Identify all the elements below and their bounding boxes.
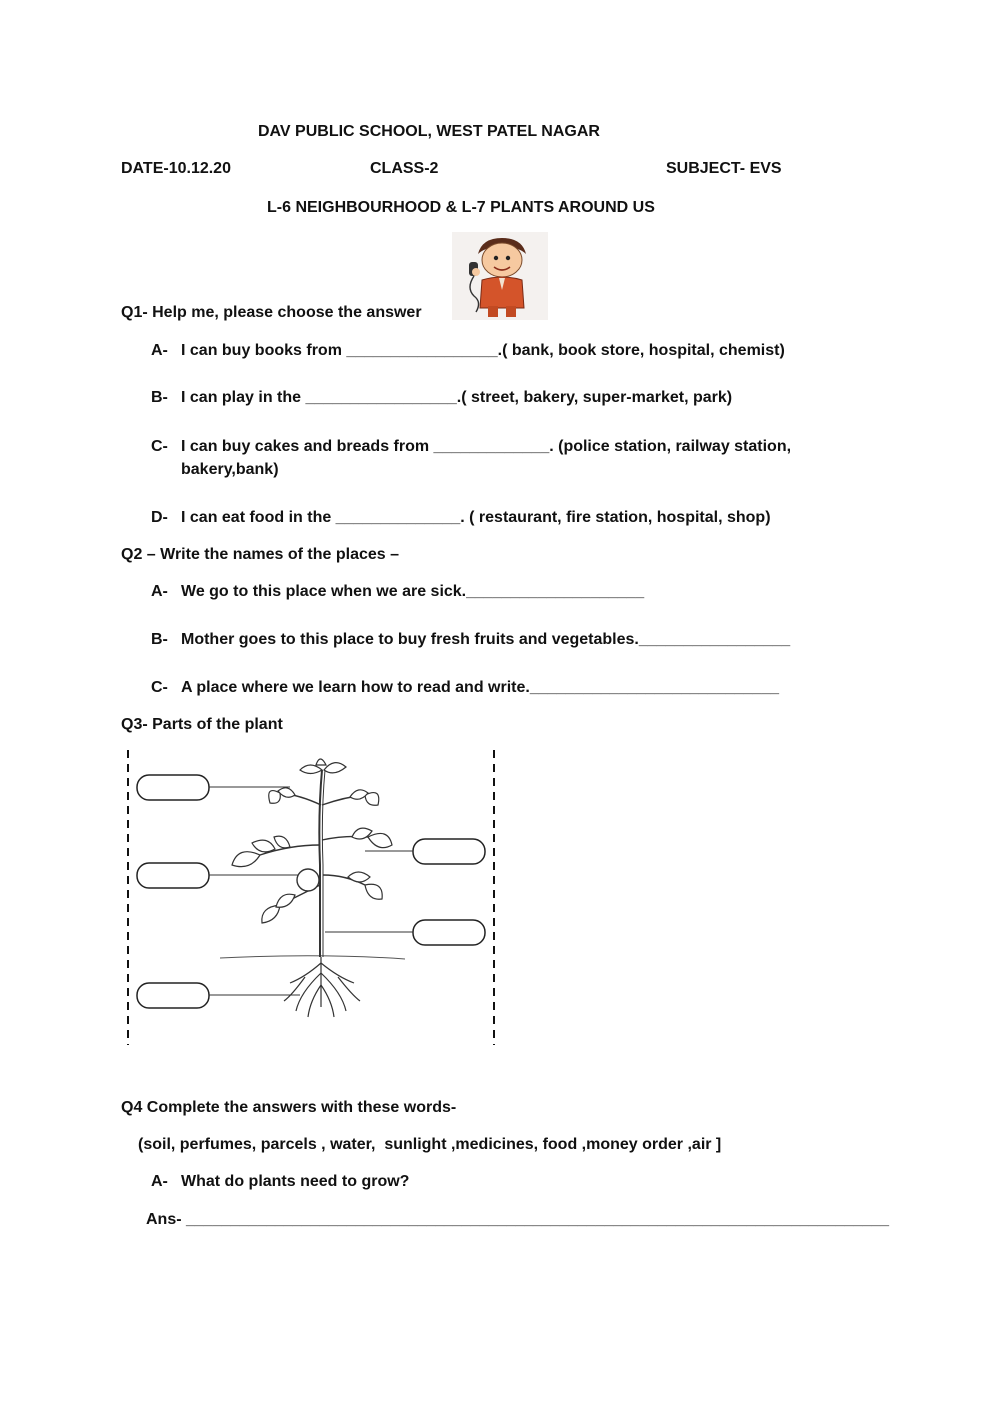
class: CLASS-2: [370, 160, 439, 177]
q4-a-text: What do plants need to grow?: [181, 1173, 410, 1190]
q1-c-text-continued: bakery,bank): [181, 461, 279, 478]
school-name: DAV PUBLIC SCHOOL, WEST PATEL NAGAR: [258, 123, 600, 140]
q4-title: Q4 Complete the answers with these words-: [121, 1099, 457, 1116]
label-box-stem[interactable]: [325, 920, 485, 945]
label-box-fruit[interactable]: [137, 863, 300, 888]
q1-c-text: I can buy cakes and breads from _____________. (police station, railway station,: [181, 438, 792, 455]
q1-title: Q1- Help me, please choose the answer: [121, 304, 422, 321]
q1-b-text: I can play in the _________________.( street, bakery, super-market, park): [181, 389, 733, 406]
cartoon-boy-phone-illustration: [452, 232, 548, 320]
q4-a-answer-line[interactable]: Ans- _______________________________________________________________________________: [146, 1211, 889, 1228]
q2-b-label: B-: [151, 631, 168, 648]
q2-c-label: C-: [151, 679, 168, 696]
q4-a-label: A-: [151, 1173, 168, 1190]
q2-b-text: Mother goes to this place to buy fresh fruits and vegetables._________________: [181, 631, 791, 648]
q1-b-label: B-: [151, 389, 168, 406]
date: DATE-10.12.20: [121, 160, 231, 177]
q3-title: Q3- Parts of the plant: [121, 716, 283, 733]
subject: SUBJECT- EVS: [666, 160, 782, 177]
q1-c-label: C-: [151, 438, 168, 455]
q1-d-text: I can eat food in the ______________. ( restaurant, fire station, hospital, shop): [181, 509, 771, 526]
label-box-flower[interactable]: [137, 775, 290, 800]
q2-a-text: We go to this place when we are sick.____________________: [181, 583, 645, 600]
q2-title: Q2 – Write the names of the places –: [121, 546, 400, 563]
label-box-root[interactable]: [137, 983, 300, 1008]
lessons-title: L-6 NEIGHBOURHOOD & L-7 PLANTS AROUND US: [267, 199, 655, 216]
q1-a-label: A-: [151, 342, 168, 359]
q1-a-text: I can buy books from _________________.( bank, book store, hospital, chemist): [181, 342, 785, 359]
q2-c-text: A place where we learn how to read and write.____________________________: [181, 679, 779, 696]
q4-word-bank: (soil, perfumes, parcels , water, sunlight ,medicines, food ,money order ,air ]: [138, 1136, 722, 1153]
q1-d-label: D-: [151, 509, 168, 526]
plant-parts-diagram: [120, 745, 500, 1050]
q2-a-label: A-: [151, 583, 168, 600]
